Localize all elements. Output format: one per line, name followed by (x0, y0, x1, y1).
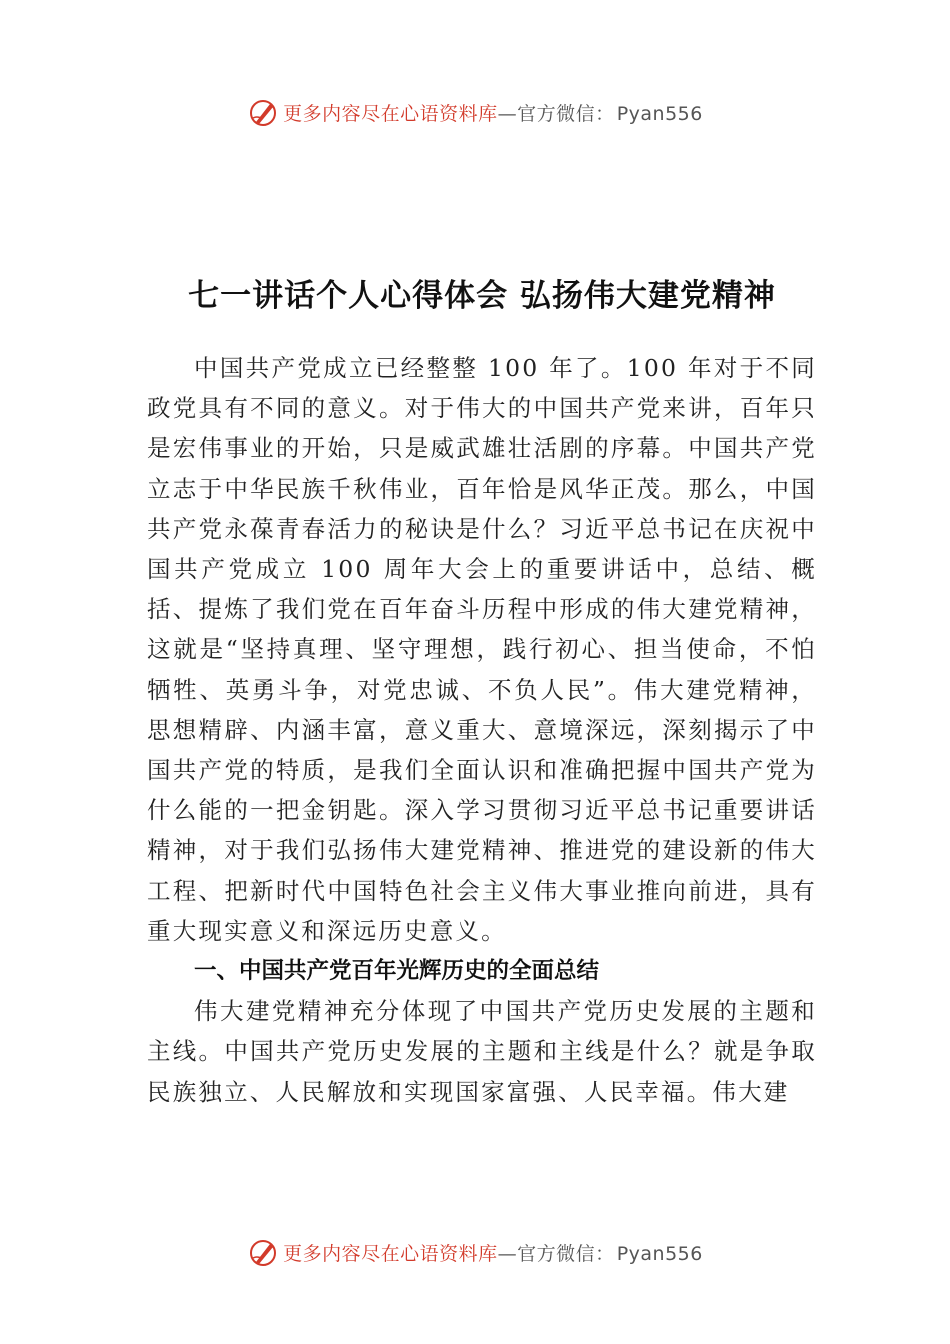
section-heading-1: 一、中国共产党百年光辉历史的全面总结 (194, 958, 600, 985)
header-watermark (0, 92, 950, 132)
watermark-suffix-text: —官方微信： (497, 102, 615, 125)
watermark-suffix-text: —官方微信： (497, 1242, 615, 1265)
watermark-main-text: 更多内容尽在心语资料库 (283, 102, 498, 125)
article-title: 七一讲话个人心得体会 弘扬伟大建党精神 (188, 278, 776, 314)
watermark-text (283, 99, 703, 126)
article-body (147, 272, 817, 1112)
watermark-wechat-id: Pyan556 (616, 1242, 703, 1265)
quill-pen-logo-icon (247, 96, 279, 128)
watermark-text (283, 1239, 703, 1266)
footer-watermark (0, 1232, 950, 1272)
watermark-wechat-id: Pyan556 (616, 102, 703, 125)
section-paragraph-1: 伟大建党精神充分体现了中国共产党历史发展的主题和主线。中国共产党历史发展的主题和主线是什么？就是争取民族独立、人民解放和实现国家富强、人民幸福。伟大建 (147, 997, 817, 1106)
quill-pen-logo-icon (247, 1236, 279, 1268)
intro-paragraph: 中国共产党成立已经整整 100 年了。100 年对于不同政党具有不同的意义。对于伟大的中国共产党来讲，百年只是宏伟事业的开始，只是威武雄壮活剧的序幕。中国共产党立志于中华民族千秋伟业，百年恰是风华正茂。那么，中国共产党永葆青春活力的秘诀是什么？习近平总书记在庆祝中国共产党成立 100 周年大会上的重要讲话中，总结、概括、提炼了我们党在百年奋斗历程中形成的伟大建党精神，这就是“坚持真理、坚守理想，践行初心、担当使命，不怕牺牲、英勇斗争，对党忠诚、不负人民”。伟大建党精神，思想精辟、内涵丰富，意义重大、意境深远，深刻揭示了中国共产党的特质，是我们全面认识和准确把握中国共产党为什么能的一把金钥匙。深入学习贯彻习近平总书记重要讲话精神，对于我们弘扬伟大建党精神、推进党的建设新的伟大工程、把新时代中国特色社会主义伟大事业推向前进，具有重大现实意义和深远历史意义。 (147, 354, 817, 945)
watermark-main-text: 更多内容尽在心语资料库 (283, 1242, 498, 1265)
